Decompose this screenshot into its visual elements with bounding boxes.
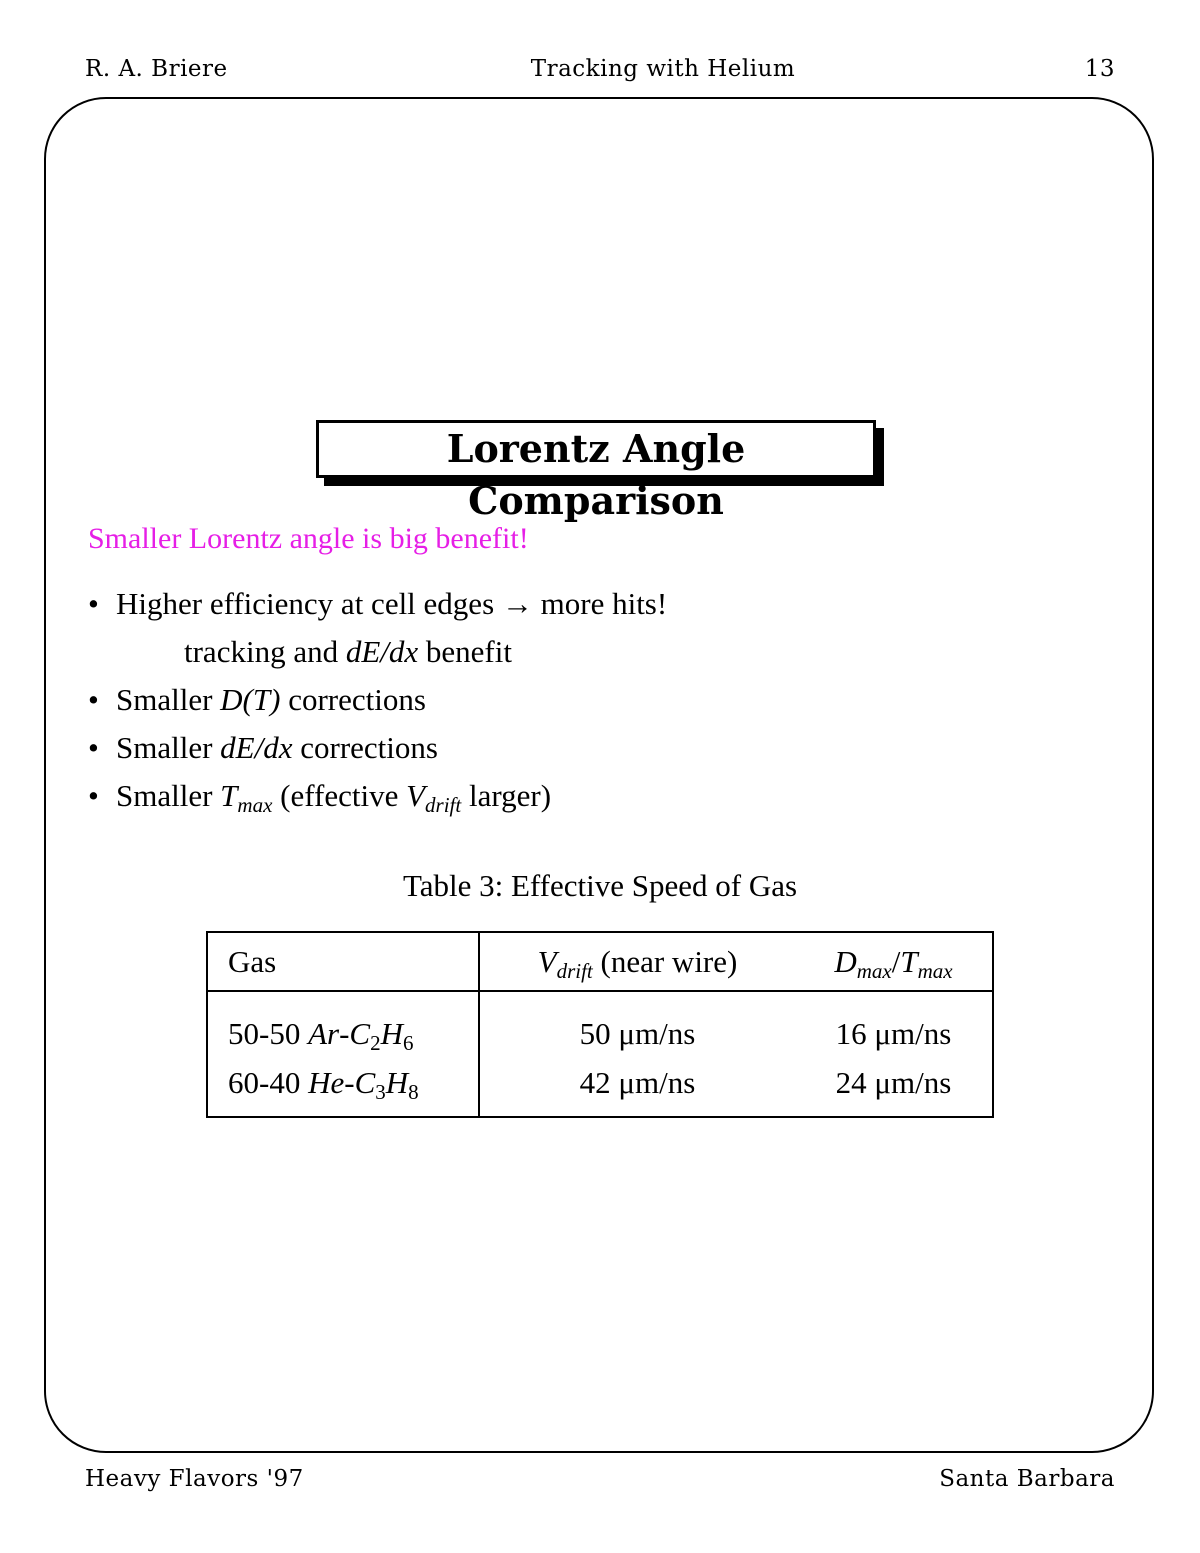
bullet-text: Smaller: [116, 730, 221, 765]
bullet-text: corrections: [292, 730, 438, 765]
bullet-text: benefit: [418, 634, 512, 669]
col-header-vdrift: $V_{drift}$ (near wire): [479, 932, 795, 991]
table-row: [207, 991, 993, 1056]
gas-speed-table: [206, 931, 994, 1118]
bullet-text: (effective: [272, 778, 407, 813]
header-title: Tracking with Helium: [530, 56, 796, 82]
header-author: R. A. Briere: [85, 56, 228, 82]
math-vdrift: $V_{drift}$: [406, 778, 462, 817]
footer-location: Santa Barbara: [939, 1466, 1115, 1492]
math-dedx: dE/dx: [345, 634, 419, 669]
bullet-text: Smaller: [116, 778, 221, 813]
cell-gas: 60-40 $He-C_3H_8$: [207, 1056, 479, 1117]
col-header-gas: Gas: [207, 932, 479, 991]
bullet-text: Smaller: [116, 682, 221, 717]
bullet-text: corrections: [280, 682, 426, 717]
bullet-icon: •: [88, 730, 99, 765]
slide-title: Lorentz Angle Comparison: [316, 420, 876, 478]
table-row: [207, 1056, 993, 1117]
cell-vdrift: 42 μm/ns: [579, 1065, 696, 1100]
bullet-text: Higher efficiency at cell edges → more hits!: [116, 586, 668, 621]
bullet-subline-tracking: [88, 628, 667, 676]
math-dedx: dE/dx: [220, 730, 293, 765]
bullet-text: tracking and: [184, 634, 346, 669]
cell-dmax-tmax: 16 μm/ns: [835, 1016, 952, 1051]
bullet-item-dt-corrections: [88, 676, 667, 724]
math-dt: D(T): [220, 682, 281, 717]
bullet-item-efficiency: [88, 580, 667, 628]
math-tmax: $T_{max}$: [220, 778, 273, 817]
table-caption: Table 3: Effective Speed of Gas: [402, 868, 798, 903]
lead-statement: Smaller Lorentz angle is big benefit!: [88, 522, 529, 555]
bullet-icon: •: [88, 778, 99, 813]
table-header-row: [207, 932, 993, 991]
cell-vdrift: 50 μm/ns: [579, 1016, 696, 1051]
col-header-dmax-tmax: $D_{max}/T_{max}$: [795, 932, 993, 991]
bullet-text: larger): [461, 778, 552, 813]
cell-dmax-tmax: 24 μm/ns: [835, 1065, 952, 1100]
cell-gas: 50-50 $Ar-C_2H_6$: [207, 991, 479, 1056]
page-number: 13: [1084, 56, 1115, 82]
bullet-icon: •: [88, 682, 99, 717]
bullet-list: [88, 580, 667, 820]
bullet-item-tmax: [88, 772, 667, 820]
footer-conference: Heavy Flavors '97: [85, 1466, 304, 1492]
bullet-item-dedx-corrections: [88, 724, 667, 772]
bullet-icon: •: [88, 586, 99, 621]
